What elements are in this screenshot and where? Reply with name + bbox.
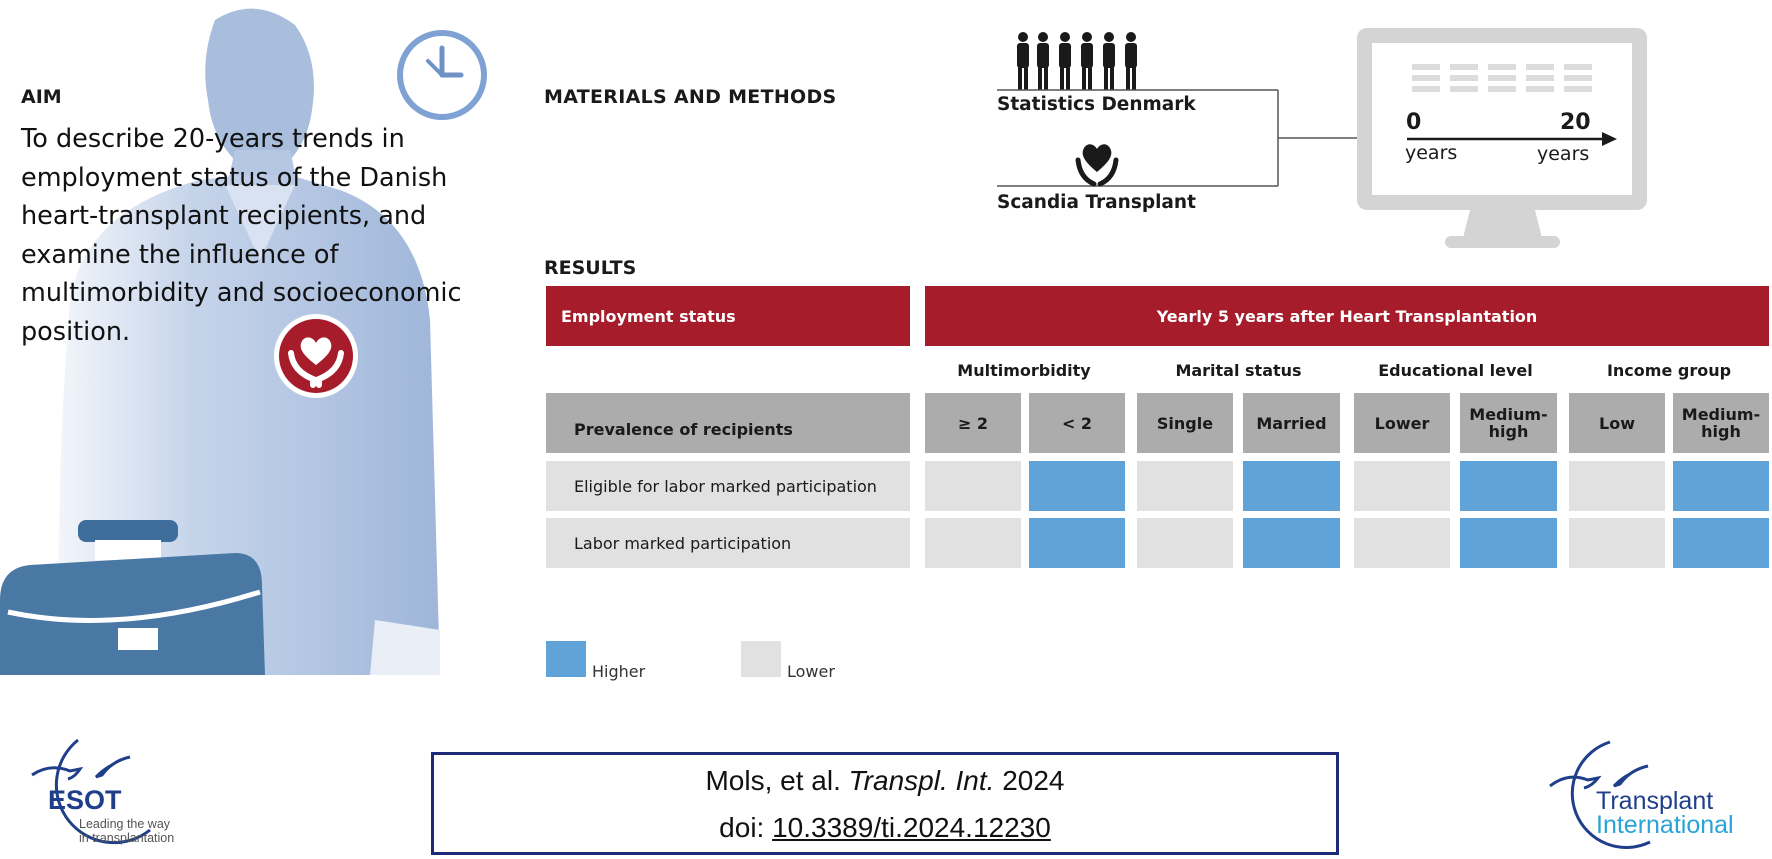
cell-higher bbox=[1673, 518, 1769, 568]
column-header: ≥ 2 bbox=[925, 393, 1021, 453]
header-employment-status: Employment status bbox=[546, 286, 910, 346]
legend-higher-swatch bbox=[546, 641, 586, 677]
cell-lower bbox=[1137, 461, 1233, 511]
timeline-end: 20 bbox=[1560, 110, 1591, 135]
legend-lower-swatch bbox=[741, 641, 781, 677]
doi-link[interactable]: 10.3389/ti.2024.12230 bbox=[772, 812, 1051, 843]
timeline-end-unit: years bbox=[1537, 143, 1590, 165]
doi-prefix: doi: bbox=[719, 812, 773, 843]
aim-text: To describe 20-years trends in employment status of the Danish heart-transplant recipients, and examine the influence of multimorbidity and socioeconomic position. bbox=[21, 124, 462, 347]
cell-higher bbox=[1243, 461, 1340, 511]
cell-higher bbox=[1029, 461, 1125, 511]
cell-lower bbox=[1569, 518, 1665, 568]
legend-lower-label: Lower bbox=[787, 662, 835, 681]
column-header: Medium- high bbox=[1460, 393, 1557, 453]
source-statistics-denmark: Statistics Denmark bbox=[997, 94, 1196, 115]
people-icon bbox=[1017, 32, 1137, 90]
cell-higher bbox=[1673, 461, 1769, 511]
column-header: Lower bbox=[1354, 393, 1450, 453]
doi-line bbox=[434, 812, 1336, 844]
prevalence-header: Prevalence of recipients bbox=[546, 393, 910, 453]
heart-hands-black-icon bbox=[1078, 144, 1116, 184]
cell-higher bbox=[1460, 461, 1557, 511]
ti-name-line2: International bbox=[1596, 811, 1734, 839]
esot-tagline-1: Leading the way bbox=[79, 817, 171, 831]
esot-tagline bbox=[79, 817, 174, 845]
group-income-group: Income group bbox=[1606, 361, 1732, 380]
ti-name-line1: Transplant bbox=[1596, 787, 1714, 815]
cell-lower bbox=[1354, 461, 1450, 511]
cell-lower bbox=[925, 461, 1021, 511]
citation-box bbox=[431, 752, 1339, 855]
citation-line bbox=[434, 765, 1336, 797]
legend-higher-label: Higher bbox=[592, 662, 646, 681]
group-multimorbidity: Multimorbidity bbox=[957, 361, 1091, 380]
group-educational-level: Educational level bbox=[1378, 361, 1533, 380]
monitor-icon bbox=[1357, 28, 1647, 248]
group-marital-status: Marital status bbox=[1175, 361, 1302, 380]
column-header: Medium- high bbox=[1673, 393, 1769, 453]
cell-lower bbox=[1137, 518, 1233, 568]
citation-year: 2024 bbox=[994, 765, 1065, 796]
clock-icon bbox=[395, 28, 490, 123]
cell-lower bbox=[1569, 461, 1665, 511]
column-header: Low bbox=[1569, 393, 1665, 453]
timeline-start: 0 bbox=[1406, 110, 1422, 135]
header-yearly: Yearly 5 years after Heart Transplantation bbox=[925, 286, 1769, 346]
cell-lower bbox=[1354, 518, 1450, 568]
citation-authors: Mols, et al. bbox=[705, 765, 849, 796]
cell-higher bbox=[1029, 518, 1125, 568]
citation-journal: Transpl. Int. bbox=[848, 765, 995, 796]
column-header: Married bbox=[1243, 393, 1340, 453]
cell-lower bbox=[925, 518, 1021, 568]
row-label: Labor marked participation bbox=[546, 518, 910, 568]
timeline-start-unit: years bbox=[1405, 142, 1458, 164]
methods-title: MATERIALS AND METHODS bbox=[544, 86, 837, 108]
cell-higher bbox=[1243, 518, 1340, 568]
results-title: RESULTS bbox=[544, 257, 637, 279]
esot-name: ESOT bbox=[48, 785, 122, 815]
row-label: Eligible for labor marked participation bbox=[546, 461, 910, 511]
column-header: < 2 bbox=[1029, 393, 1125, 453]
cell-higher bbox=[1460, 518, 1557, 568]
column-header: Single bbox=[1137, 393, 1233, 453]
aim-title: AIM bbox=[21, 86, 62, 108]
source-scandia-transplant: Scandia Transplant bbox=[997, 192, 1196, 213]
esot-tagline-2: in transplantation bbox=[79, 831, 175, 845]
